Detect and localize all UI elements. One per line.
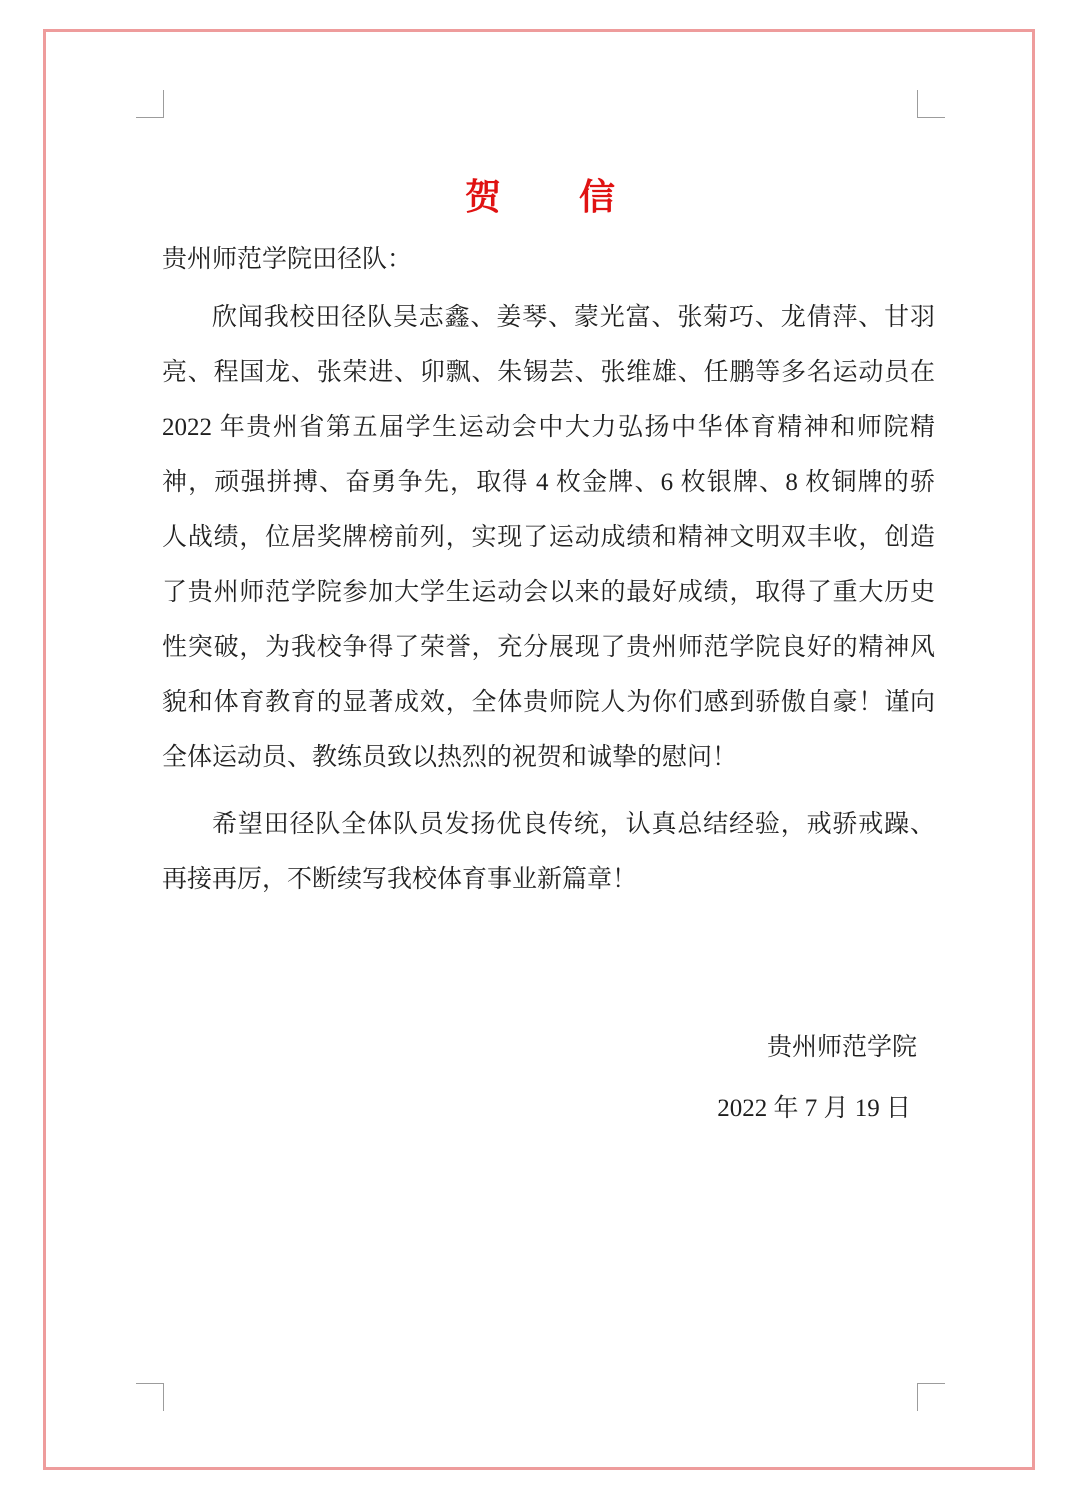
crop-mark-top-left	[136, 90, 164, 118]
body-line: 性突破，为我校争得了荣誉，充分展现了贵州师范学院良好的精神风	[162, 634, 935, 661]
signature-date: 2022 年 7 月 19 日	[717, 1095, 911, 1122]
body-line: 2022 年贵州省第五届学生运动会中大力弘扬中华体育精神和师院精	[162, 414, 935, 441]
letter-title	[0, 174, 1080, 220]
body-line: 欣闻我校田径队吴志鑫、姜琴、蒙光富、张菊巧、龙倩萍、甘羽	[212, 304, 935, 331]
salutation: 贵州师范学院田径队：	[162, 246, 413, 273]
body-line: 了贵州师范学院参加大学生运动会以来的最好成绩，取得了重大历史	[162, 579, 935, 606]
body-line: 貌和体育教育的显著成效，全体贵师院人为你们感到骄傲自豪！谨向	[162, 689, 935, 716]
body-line: 全体运动员、教练员致以热烈的祝贺和诚挚的慰问！	[162, 744, 738, 771]
crop-mark-bottom-left	[136, 1383, 164, 1411]
title-char-right: 信	[579, 176, 616, 218]
body-line: 再接再厉，不断续写我校体育事业新篇章！	[162, 866, 638, 893]
body-line: 亮、程国龙、张荣进、卯飘、朱锡芸、张维雄、任鹏等多名运动员在	[162, 359, 935, 386]
body-line: 神，顽强拼搏、奋勇争先，取得 4 枚金牌、6 枚银牌、8 枚铜牌的骄	[162, 469, 935, 496]
crop-mark-top-right	[917, 90, 945, 118]
body-line: 希望田径队全体队员发扬优良传统，认真总结经验，戒骄戒躁、	[212, 811, 935, 838]
crop-mark-bottom-right	[917, 1383, 945, 1411]
paragraph-1	[162, 290, 935, 785]
paragraph-2	[162, 797, 935, 907]
body-line: 人战绩，位居奖牌榜前列，实现了运动成绩和精神文明双丰收，创造	[162, 524, 935, 551]
letter-body	[162, 290, 935, 907]
signature-organization: 贵州师范学院	[766, 1034, 917, 1061]
title-char-left: 贺	[464, 176, 501, 218]
